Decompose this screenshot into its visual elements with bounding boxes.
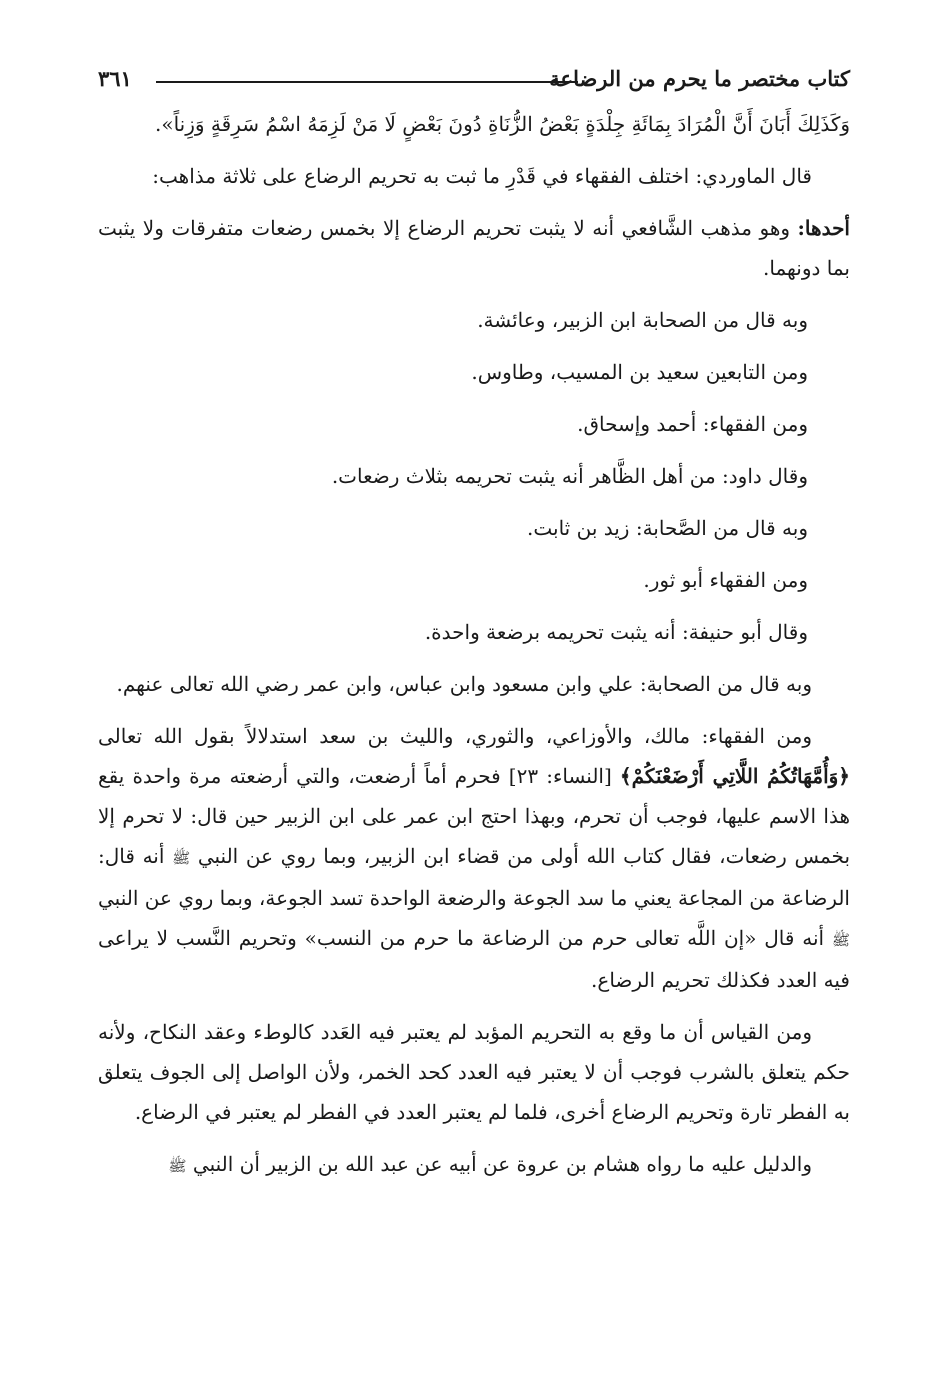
paragraph-verse-end: وَكَذَلِكَ أَبَانَ أَنَّ الْمُرَادَ بِمَائَةِ جِلْدَةٍ بَعْضُ الزُّنَاةِ دُونَ بَعْضٍ لَا مَنْ لَزِمَهُ اسْمُ سَرِقَةٍ وَزِناً». bbox=[154, 112, 850, 136]
paragraph-companions: وبه قال من الصحابة: علي وابن مسعود وابن عباس، وابن عمر رضي الله تعالى عنهم. bbox=[116, 672, 812, 696]
honorific-glyph: ﷺ bbox=[831, 931, 850, 949]
list-item: وقال أبو حنيفة: أنه يثبت تحريمه برضعة واحدة. bbox=[424, 620, 808, 644]
paragraph-jurists-evidence: ومن الفقهاء: مالك، والأوزاعي، والثوري، والليث بن سعد استدلالاً بقول الله تعالى ﴿وَأُمَّهَاتُكُمُ اللَّاتِي أَرْضَعْنَكُمْ﴾ [النساء: ٢٣] فحرم أماً أرضعت، والتي أرضعته مرة واحدة يقع هذا الاسم عليها، فوجب أن تحرم، وبهذا احتج ابن عمر على ابن الزبير حين قال: لا تحرم إلا بخمس رضعات، فقال كتاب الله أولى من قضاء ابن الزبير، وبما روي عن النبي ﷺ أنه قال: الرضاعة من المجاعة يعني ما سد الجوعة والرضعة الواحدة تسد الجوعة، وبما روي عن النبي ﷺ أنه قال «إن اللَّه تعالى حرم من الرضاعة ما حرم من النسب» وتحريم النَّسب لا يراعى فيه العدد فكذلك تحريم الرضاع. bbox=[98, 724, 851, 992]
running-header bbox=[98, 60, 850, 100]
list-item: ومن الفقهاء أبو ثور. bbox=[643, 568, 808, 592]
header-title: كتاب مختصر ما يحرم من الرضاعة bbox=[549, 66, 850, 91]
honorific-glyph: ﷺ bbox=[172, 849, 191, 867]
list-item: وبه قال من الصحابة ابن الزبير، وعائشة. bbox=[477, 308, 808, 332]
page-number: ٣٦١ bbox=[98, 66, 132, 91]
list-item: ومن التابعين سعيد بن المسيب، وطاوس. bbox=[471, 360, 808, 384]
first-view-label: أحدها: bbox=[797, 216, 850, 240]
paragraph-first-view: أحدها: وهو مذهب الشَّافعي أنه لا يثبت تحريم الرضاع إلا بخمس رضعات متفرقات ولا يثبت بما دونهما. bbox=[98, 216, 850, 280]
paragraph-analogy: ومن القياس أن ما وقع به التحريم المؤبد لم يعتبر فيه العَدد كالوطء وعقد النكاح، ولأنه حكم يتعلق بالشرب فوجب أن لا يعتبر فيه العدد كحد الخمر، ولأن الواصل إلى الجوف يتعلق به الفطر تارة وتحريم الرضاع أخرى، فلما لم يعتبر العدد في الفطر لم يعتبر في الرضاع. bbox=[98, 1020, 850, 1124]
paragraph-evidence-start: والدليل عليه ما رواه هشام بن عروة عن أبيه عن عبد الله بن الزبير أن النبي ﷺ bbox=[168, 1152, 812, 1176]
page-body bbox=[98, 104, 850, 1186]
honorific-glyph: ﷺ bbox=[168, 1157, 187, 1175]
list-item: ومن الفقهاء: أحمد وإسحاق. bbox=[577, 412, 808, 436]
list-item: وبه قال من الصَّحابة: زيد بن ثابت. bbox=[527, 516, 808, 540]
paragraph-intro: قال الماوردي: اختلف الفقهاء في قَدْرِ ما ثبت به تحريم الرضاع على ثلاثة مذاهب: bbox=[152, 164, 812, 188]
list-item: وقال داود: من أهل الظَّاهر أنه يثبت تحريمه بثلاث رضعات. bbox=[331, 464, 808, 488]
quran-verse: ﴿وَأُمَّهَاتُكُمُ اللَّاتِي أَرْضَعْنَكُمْ﴾ bbox=[619, 764, 850, 788]
header-rule bbox=[156, 81, 578, 83]
